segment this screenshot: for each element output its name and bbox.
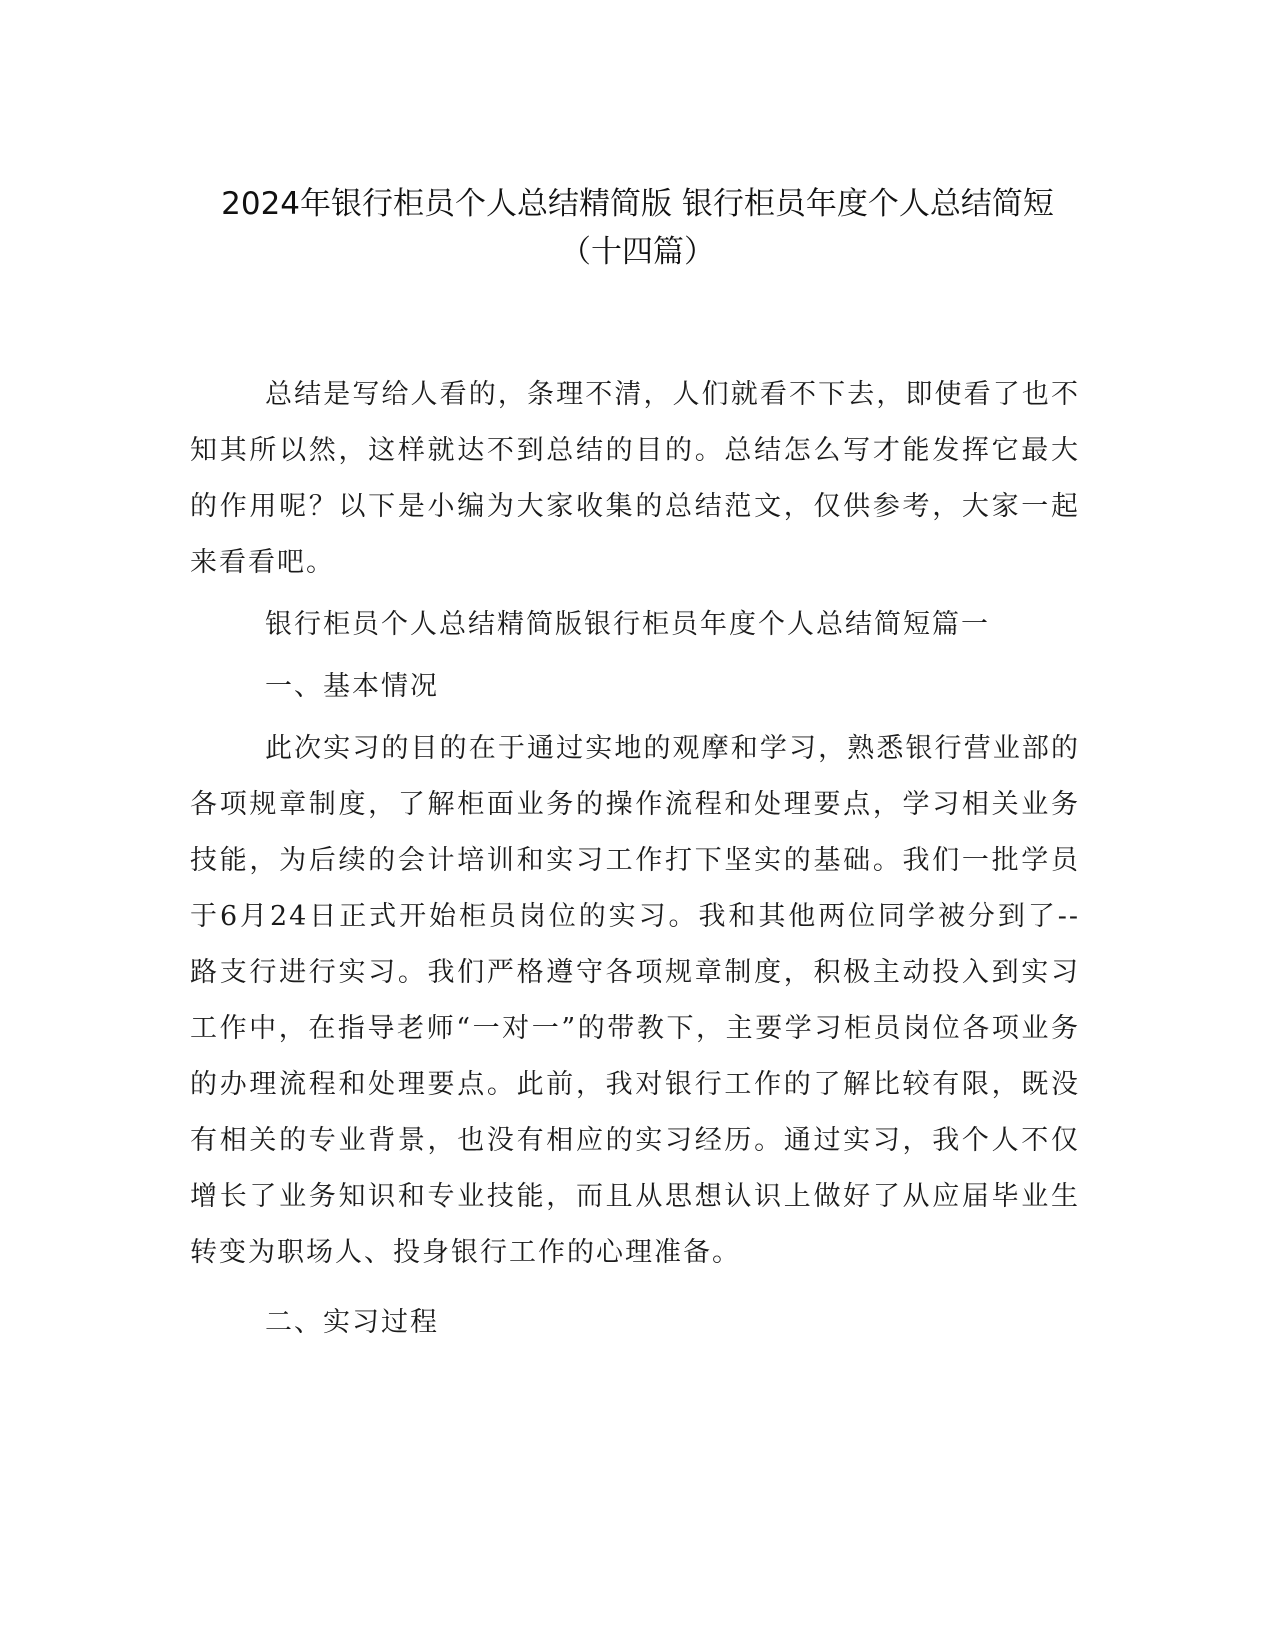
- subheading-internship-process: 二、实习过程: [265, 1307, 439, 1338]
- intro-paragraph: 总结是写给人看的，条理不清，人们就看不下去，即使看了也不知其所以然，这样就达不到总结的目的。总结怎么写才能发挥它最大的作用呢？以下是小编为大家收集的总结范文，仅供参考，大家一起来看看吧。: [190, 379, 1080, 578]
- document-body: [190, 367, 1080, 1351]
- section-heading-article-one: 银行柜员个人总结精简版银行柜员年度个人总结简短篇一: [265, 609, 990, 640]
- body-paragraph: 此次实习的目的在于通过实地的观摩和学习，熟悉银行营业部的各项规章制度，了解柜面业务的操作流程和处理要点，学习相关业务技能，为后续的会计培训和实习工作打下坚实的基础。我们一批学员于6月24日正式开始柜员岗位的实习。我和其他两位同学被分到了--路支行进行实习。我们严格遵守各项规章制度，积极主动投入到实习工作中，在指导老师“一对一”的带教下，主要学习柜员岗位各项业务的办理流程和处理要点。此前，我对银行工作的了解比较有限，既没有相关的专业背景，也没有相应的实习经历。通过实习，我个人不仅增长了业务知识和专业技能，而且从思想认识上做好了从应届毕业生转变为职场人、投身银行工作的心理准备。: [190, 733, 1080, 1268]
- subheading-basic-situation: 一、基本情况: [265, 671, 439, 702]
- document-title: [150, 180, 1125, 276]
- title-line-2: （十四篇）: [560, 234, 715, 270]
- title-line-1: 2024年银行柜员个人总结精简版 银行柜员年度个人总结简短: [221, 186, 1054, 222]
